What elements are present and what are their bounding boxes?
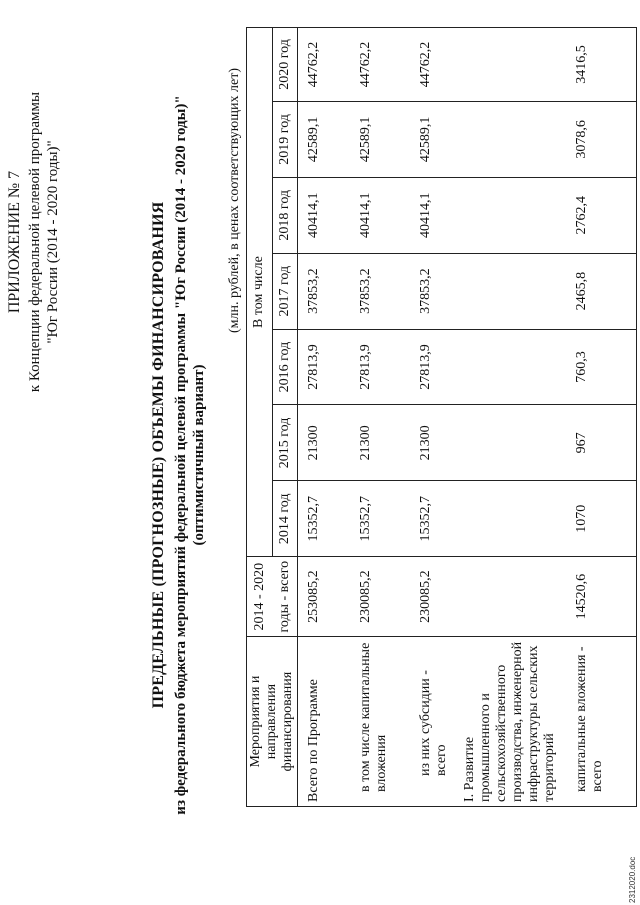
row-name: из них субсидии - всего [410, 637, 458, 807]
row-total: 14520,6 [570, 557, 637, 637]
header-year: 2016 год [272, 329, 298, 405]
header-year: 2015 год [272, 405, 298, 481]
row-value: 2465,8 [570, 253, 637, 329]
row-value: 15352,7 [410, 481, 458, 557]
row-value: 37853,2 [298, 253, 351, 329]
appendix-line-2: "Юг России (2014 - 2020 годы)" [45, 140, 61, 344]
section-name: I. Развитие промышленного и сельскохозяйственного производства, инженерной инфраструктуры сельских территорий [458, 637, 570, 807]
row-value: 27813,9 [350, 329, 410, 405]
row-value: 37853,2 [410, 253, 458, 329]
row-value: 42589,1 [410, 101, 458, 177]
row-name: капитальные вложения - всего [570, 637, 637, 807]
header-year: 2019 год [272, 101, 298, 177]
row-value: 37853,2 [350, 253, 410, 329]
row-total: 230085,2 [410, 557, 458, 637]
row-value: 15352,7 [350, 481, 410, 557]
header-period: 2014 - 2020 [247, 557, 273, 637]
header-activity: Мероприятия и направления финансирования [247, 637, 298, 807]
row-value: 27813,9 [410, 329, 458, 405]
row-name: Всего по Программе [298, 637, 351, 807]
header-year: 2014 год [272, 481, 298, 557]
table-row-subsidies [410, 28, 458, 807]
table-row-capital-investment [350, 28, 410, 807]
financing-table [246, 27, 637, 807]
appendix-block [6, 62, 62, 422]
row-value: 40414,1 [298, 177, 351, 253]
row-value: 15352,7 [298, 481, 351, 557]
row-value: 27813,9 [298, 329, 351, 405]
header-period-sub: годы - всего [272, 557, 298, 637]
row-value: 44762,2 [350, 28, 410, 102]
row-total: 230085,2 [350, 557, 410, 637]
document-subtitle: из федерального бюджета мероприятий федеральной целевой программы "Юг России (2014 - 2020 годы)" [173, 95, 189, 815]
row-value: 40414,1 [350, 177, 410, 253]
table-row-total [298, 28, 351, 807]
file-name-footer: 2312020.doc [628, 856, 637, 903]
units-note: (млн. рублей, в ценах соответствующих лет) [227, 68, 242, 333]
document-variant: (оптимистичный вариант) [191, 364, 207, 546]
table-row-section-1-capital [570, 28, 637, 807]
row-value: 42589,1 [350, 101, 410, 177]
document-title: ПРЕДЕЛЬНЫЕ (ПРОГНОЗНЫЕ) ОБЪЕМЫ ФИНАНСИРОВАНИЯ [150, 201, 167, 709]
appendix-line-1: к Концепции федеральной целевой программы [27, 91, 43, 393]
row-value: 760,3 [570, 329, 637, 405]
row-total: 253085,2 [298, 557, 351, 637]
row-value: 44762,2 [410, 28, 458, 102]
row-value: 1070 [570, 481, 637, 557]
row-name: в том числе капитальные вложения [350, 637, 410, 807]
row-value: 3078,6 [570, 101, 637, 177]
header-year: 2018 год [272, 177, 298, 253]
document-heading [150, 75, 208, 835]
header-including: В том числе [247, 28, 273, 557]
row-value: 44762,2 [298, 28, 351, 102]
row-value: 42589,1 [298, 101, 351, 177]
row-value: 967 [570, 405, 637, 481]
table-row-section-1 [458, 28, 570, 807]
appendix-title: ПРИЛОЖЕНИЕ № 7 [6, 170, 23, 314]
row-value: 21300 [410, 405, 458, 481]
row-value: 2762,4 [570, 177, 637, 253]
header-year: 2017 год [272, 253, 298, 329]
row-value: 21300 [350, 405, 410, 481]
row-value: 3416,5 [570, 28, 637, 102]
header-year: 2020 год [272, 28, 298, 102]
row-value: 40414,1 [410, 177, 458, 253]
header-row-1 [247, 28, 273, 807]
row-value: 21300 [298, 405, 351, 481]
